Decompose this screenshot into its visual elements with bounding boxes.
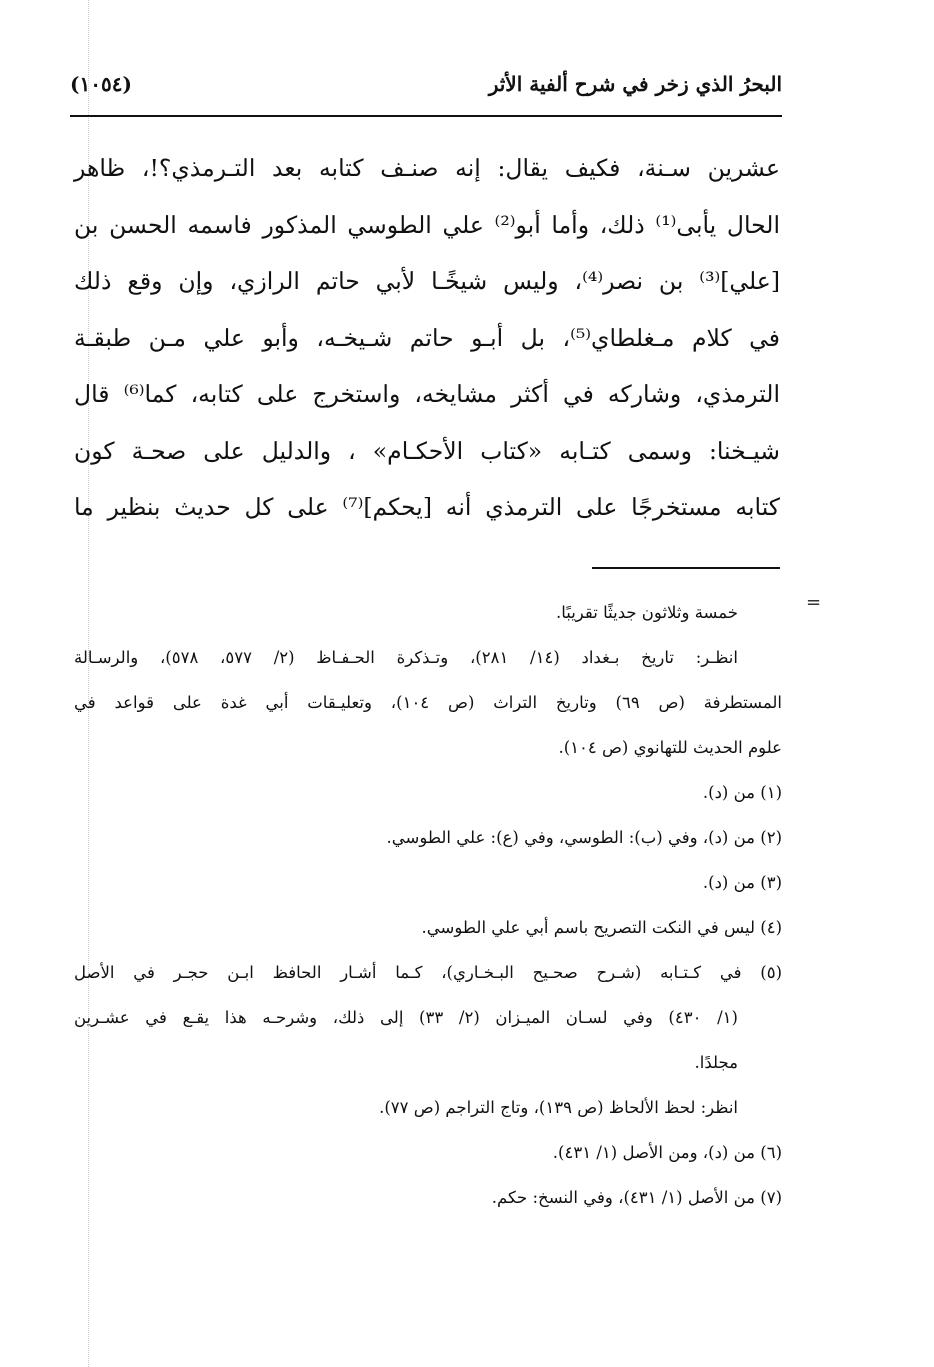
main-text-line: الترمذي، وشاركه في أكثر مشايخه، واستخرج على كتابه، كما⁽⁶⁾ قال	[74, 380, 780, 408]
main-text-line: شيـخنا: وسمى كتـابه «كتاب الأحكـام» ، والدليل على صحـة كون	[74, 436, 780, 465]
main-text	[74, 140, 780, 536]
main-text-line: كتابه مستخرجًا على الترمذي أنه [يحكم]⁽⁷⁾ على كل حديث بنظير ما	[74, 493, 780, 521]
footnote-line: المستطرفة (ص ٦٩) وتاريخ التراث (ص ١٠٤)، وتعليـقات أبي غدة على قواعد في	[74, 693, 782, 712]
main-text-line: في كلام مـغلطاي⁽⁵⁾، بل أبـو حاتم شـيخـه، وأبو علي مـن طبقـة	[74, 323, 781, 352]
running-header-title: البحرُ الذي زخر في شرح ألفية الأثر	[488, 72, 782, 96]
main-text-line: عشرين سـنة، فكيف يقال: إنه صنـف كتابه بعد التـرمذي؟!، ظاهر	[74, 154, 780, 182]
footnote-line: (٤) ليس في النكت التصريح باسم أبي علي الطوسي.	[421, 918, 782, 937]
running-header	[70, 72, 782, 108]
footnote-line: (٧) من الأصل (١/ ٤٣١)، وفي النسخ: حكم.	[491, 1188, 782, 1207]
main-text-line: الحال يأبى⁽¹⁾ ذلك، وأما أبو⁽²⁾ علي الطوسي المذكور فاسمه الحسن بن	[74, 210, 780, 239]
footnote-line: (٢) من (د)، وفي (ب): الطوسي، وفي (ع): علي الطوسي.	[386, 828, 782, 847]
footnote-line: (٥) في كـتـابه (شـرح صحـيح البـخـاري)، كـما أشـار الحافظ ابـن حجـر في الأصل	[74, 963, 782, 982]
footnote-line: (١) من (د).	[702, 783, 782, 802]
footnote-separator	[592, 567, 780, 569]
footnote-line: (١/ ٤٣٠) وفي لسـان الميـزان (٢/ ٣٣) إلى ذلك، وشرحـه هذا يقـع في عشـرين	[74, 1008, 738, 1027]
footnotes	[74, 590, 782, 1220]
footnote-line: خمسة وثلاثون جديثًا تقريبًا.	[555, 603, 738, 622]
header-rule	[70, 115, 782, 117]
footnote-line: انظـر: تاريخ بـغداد (١٤/ ٢٨١)، وتـذكرة الحـفـاظ (٢/ ٥٧٧، ٥٧٨)، والرسـالة	[74, 648, 738, 667]
page-number: (١٠٥٤)	[70, 72, 132, 96]
continuation-mark: =	[806, 592, 822, 613]
footnote-line: مجلدًا.	[694, 1053, 738, 1072]
footnote-line: (٣) من (د).	[702, 873, 782, 892]
footnote-line: انظر: لحظ الألحاظ (ص ١٣٩)، وتاج التراجم (ص ٧٧).	[379, 1098, 738, 1117]
main-text-line: [علي]⁽³⁾ بن نصر⁽⁴⁾، وليس شيخًـا لأبي حاتم الرازي، وإن وقع ذلك	[74, 267, 780, 295]
footnote-line: علوم الحديث للتهانوي (ص ١٠٤).	[558, 738, 782, 757]
footnote-line: (٦) من (د)، ومن الأصل (١/ ٤٣١).	[552, 1143, 782, 1162]
